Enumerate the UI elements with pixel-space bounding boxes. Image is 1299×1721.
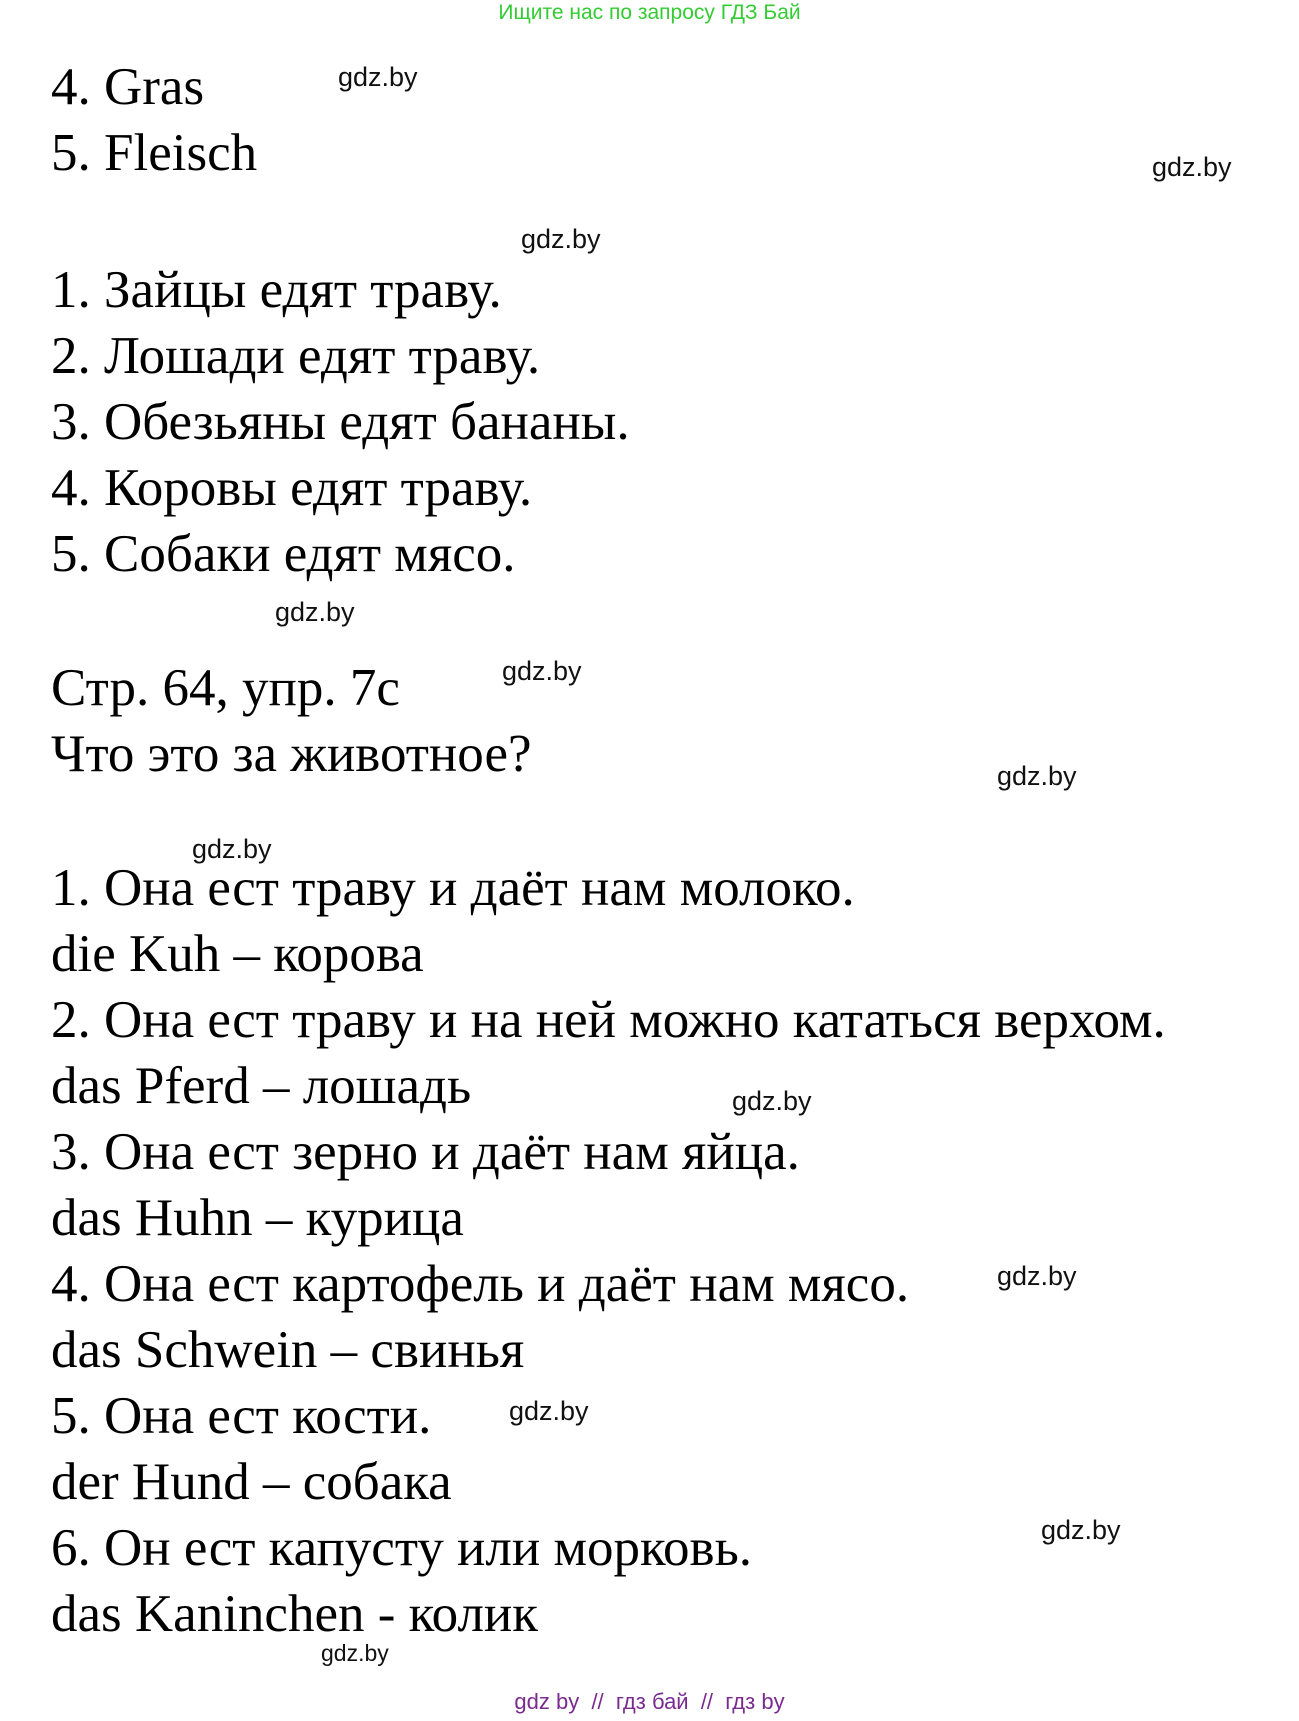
translation-line-1: 1. Зайцы едят траву. — [51, 261, 502, 319]
riddle-answer-5: der Hund – собака — [51, 1453, 452, 1511]
riddle-line-6: 6. Он ест капусту или морковь. — [51, 1519, 753, 1577]
riddle-line-3: 3. Она ест зерно и даёт нам яйца. — [51, 1123, 800, 1181]
riddle-line-1: 1. Она ест траву и даёт нам молоко. — [51, 859, 855, 917]
watermark: gdz.by — [521, 224, 601, 254]
watermark: gdz.by — [509, 1396, 589, 1426]
translation-line-2: 2. Лошади едят траву. — [51, 327, 541, 385]
translation-line-4: 4. Коровы едят траву. — [51, 459, 533, 517]
exercise-question: Что это за животное? — [51, 725, 532, 783]
riddle-answer-2: das Pferd – лошадь — [51, 1057, 472, 1115]
riddle-answer-1: die Kuh – корова — [51, 925, 424, 983]
riddle-answer-4: das Schwein – свинья — [51, 1321, 525, 1379]
watermark: gdz.by — [502, 656, 582, 686]
footer-watermark: gdz by // гдз бай // гдз by — [514, 1689, 785, 1714]
riddle-line-5: 5. Она ест кости. — [51, 1387, 432, 1445]
answer-line-gras: 4. Gras — [51, 58, 205, 116]
watermark: gdz.by — [997, 1261, 1077, 1291]
watermark: gdz.by — [1041, 1515, 1121, 1545]
watermark: gdz.by — [275, 597, 355, 627]
riddle-line-2: 2. Она ест траву и на ней можно кататься верхом. — [51, 991, 1166, 1049]
answer-line-fleisch: 5. Fleisch — [51, 124, 258, 182]
watermark: gdz.by — [192, 834, 272, 864]
watermark: gdz.by — [1152, 152, 1232, 182]
riddle-line-4: 4. Она ест картофель и даёт нам мясо. — [51, 1255, 910, 1313]
watermark: gdz.by — [338, 62, 418, 92]
exercise-heading: Стр. 64, упр. 7с — [51, 659, 400, 717]
riddle-answer-6: das Kaninchen - колик — [51, 1585, 539, 1643]
riddle-answer-3: das Huhn – курица — [51, 1189, 464, 1247]
translation-line-3: 3. Обезьяны едят бананы. — [51, 393, 630, 451]
top-banner: Ищите нас по запросу ГДЗ Бай — [498, 1, 801, 24]
watermark: gdz.by — [321, 1640, 389, 1666]
translation-line-5: 5. Собаки едят мясо. — [51, 525, 516, 583]
watermark: gdz.by — [732, 1086, 812, 1116]
watermark: gdz.by — [997, 761, 1077, 791]
